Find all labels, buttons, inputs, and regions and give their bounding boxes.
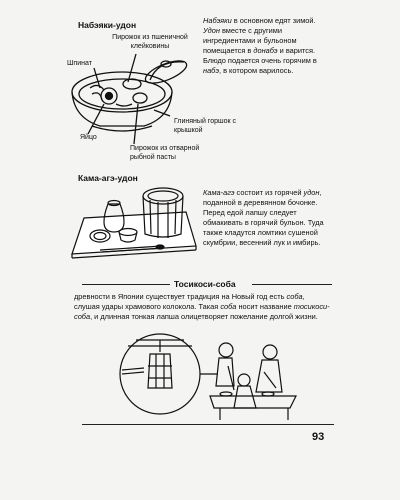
section3-heading: Тосикоси-соба [174,279,236,289]
section3-paragraph: древности в Японии существует традиция на Новый год есть соба, слушая удары храмового колокола. Такая соба носит название тосикоси-соба, и длинная тонкая лапша олицетворяет пожелание долгой жизни. [74,292,330,321]
section2-paragraph: Кама-агэ состоит из горячей удон, поданной в деревянном бочонке. Перед едой лапшу следует обмакивать в горячий бульон. Туда также кладутся ломтики сушеной скумбрии, весенний лук и имбирь. [203,188,324,247]
section1-paragraph: Набэяки в основном едят зимой. Удон вместе с другими ингредиентами и бульоном помещается в донабэ и варится. Блюдо подается очень горячим в набэ, в котором варилось. [203,16,317,75]
page-number: 93 [312,431,325,443]
label-egg: Яйцо [80,134,97,141]
bottom-rule [82,424,334,425]
label-pot: Глиняный горшок с крышкой [174,118,237,134]
section2-heading: Кама-агэ-удон [78,173,138,183]
label-pie-fish: Пирожок из отварной рыбной пасты [130,145,200,161]
section1-heading: Набэяки-удон [78,20,137,30]
label-pie-wheat: Пирожок из пшеничной клейковины [112,34,188,50]
label-spinach: Шпинат [67,60,92,67]
